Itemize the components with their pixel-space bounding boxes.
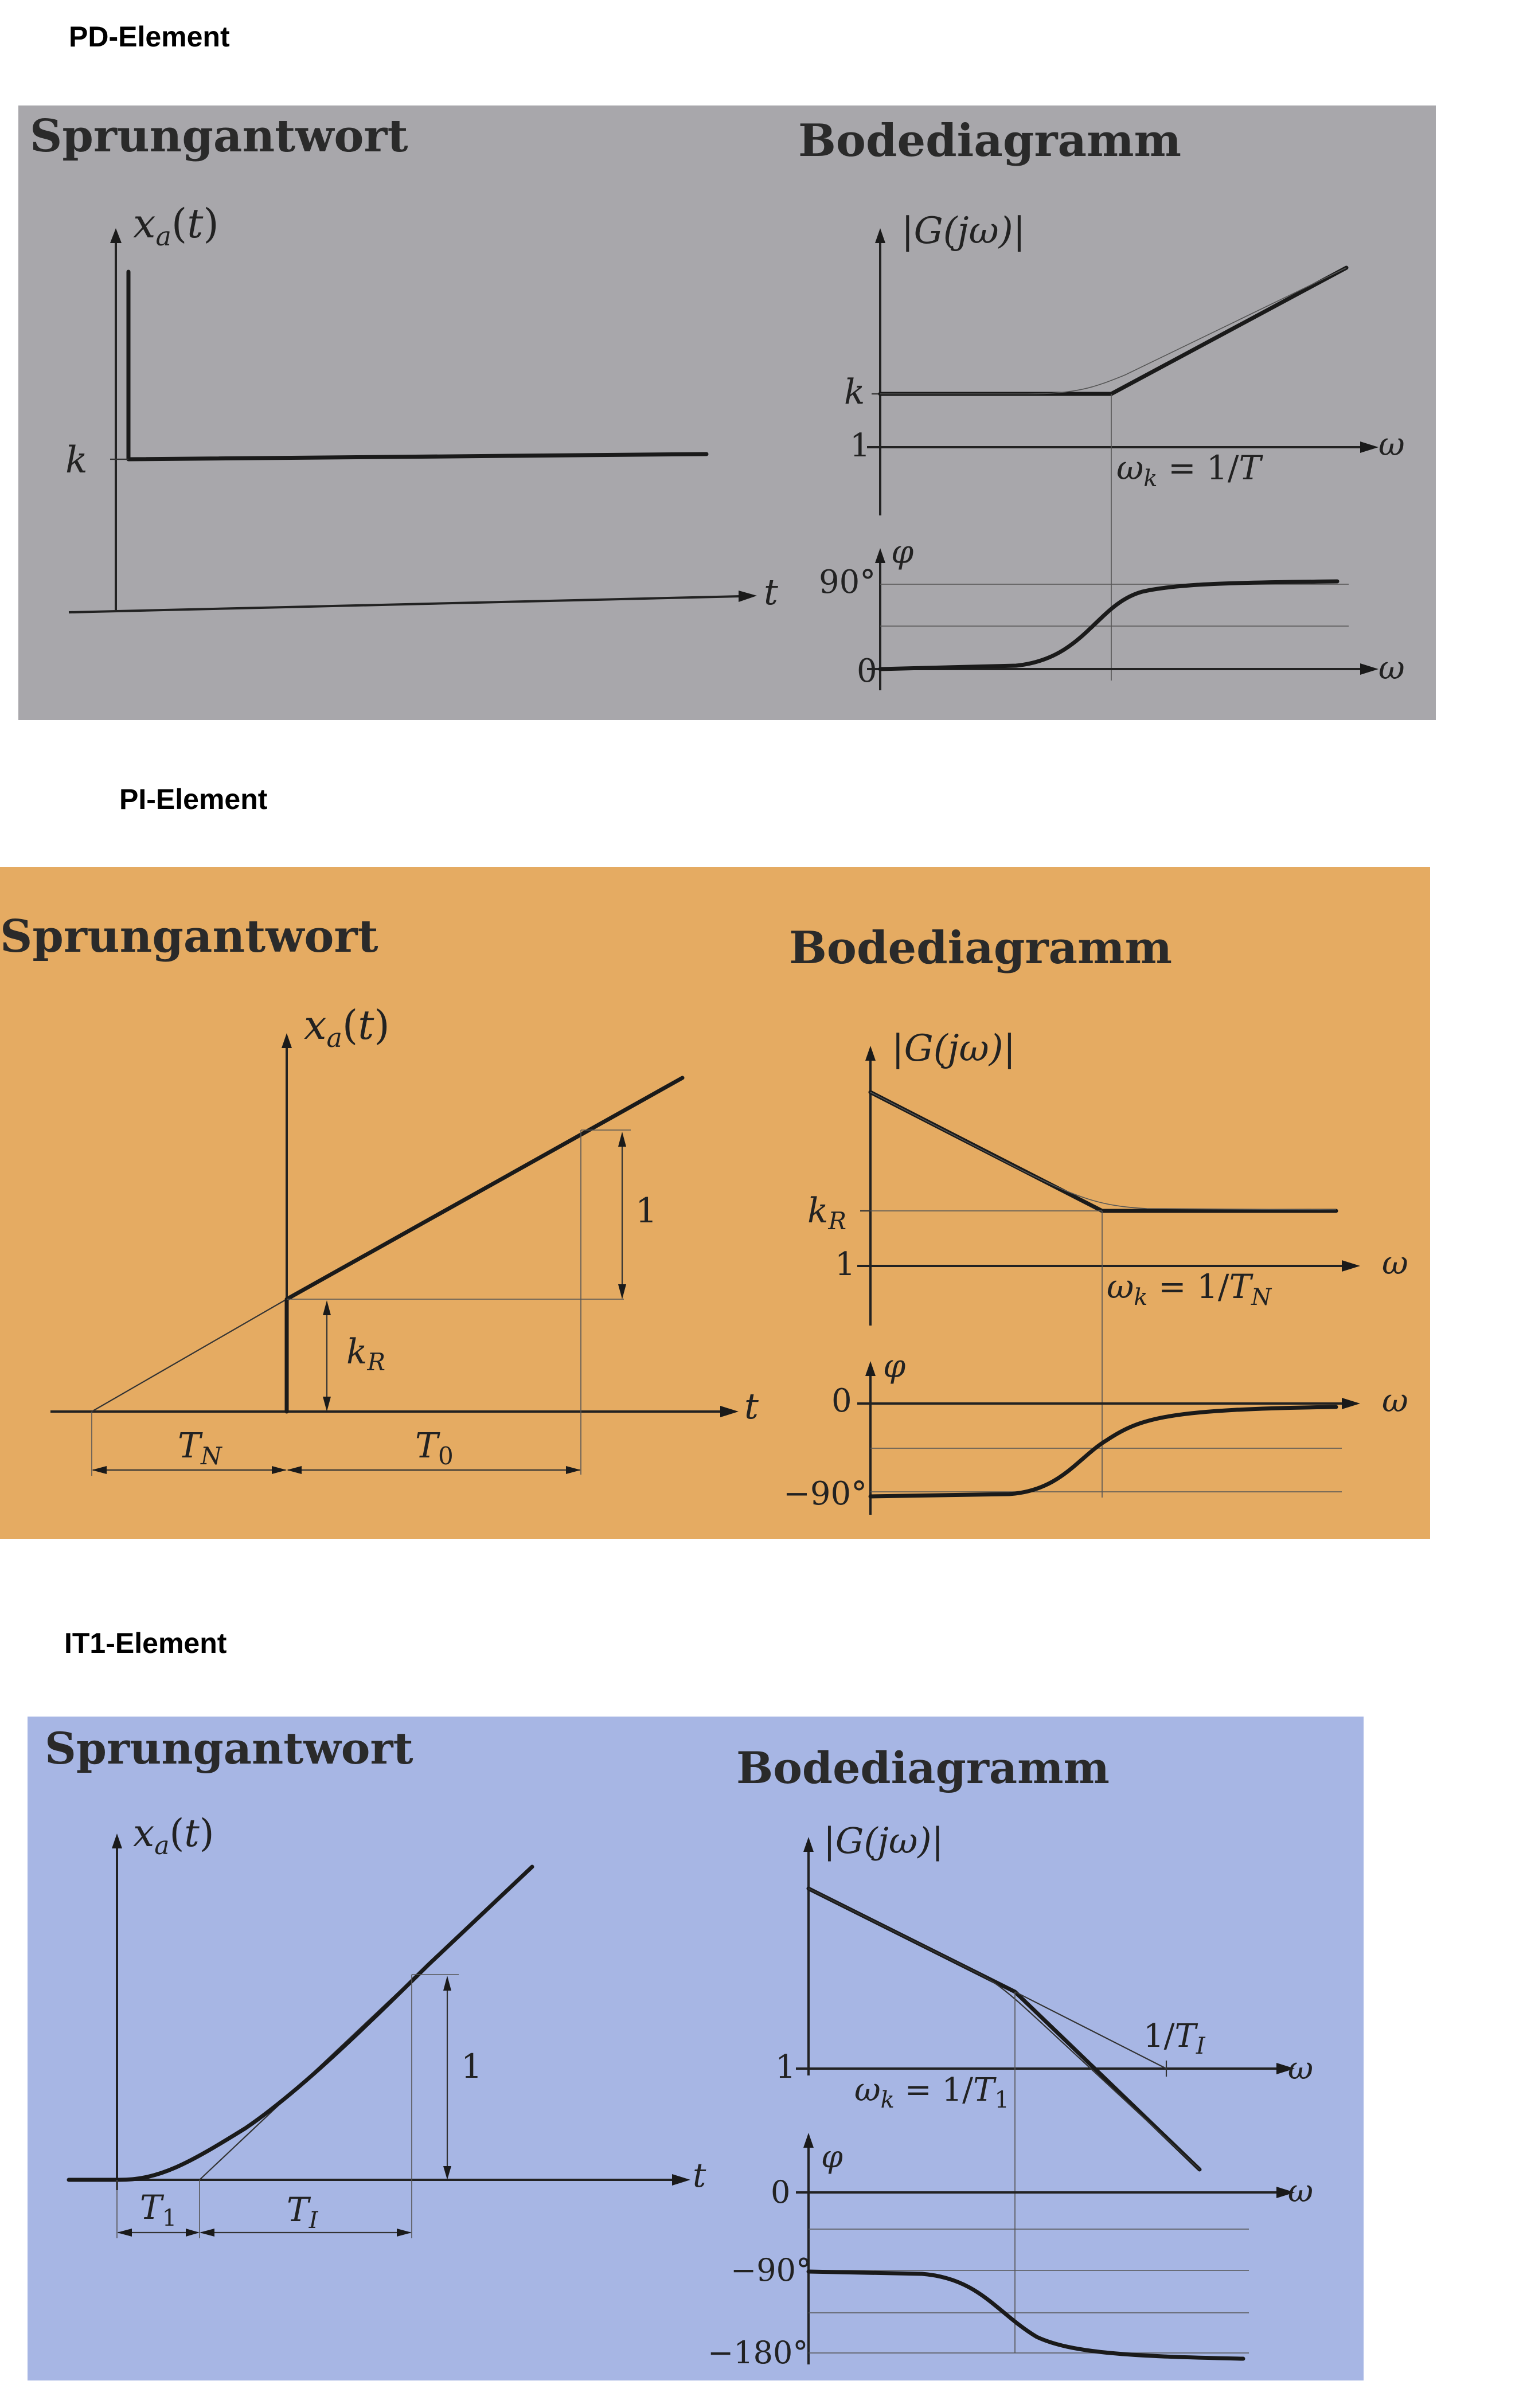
pi-heading: PI-Element xyxy=(119,783,268,815)
pi-step-t-label: t xyxy=(744,1385,759,1427)
it1-step-ti-dim-arrow-right xyxy=(397,2229,412,2237)
pi-step-t0-dim-arrow-left xyxy=(287,1466,302,1474)
pd-step-title: Sprungantwort xyxy=(30,110,408,162)
pd-bode-magnitude xyxy=(844,210,1405,681)
pi-mag-exact-curve xyxy=(870,1092,1336,1210)
pi-phase-axis-arrow xyxy=(865,1361,876,1376)
it1-step-t1-dim-arrow-left xyxy=(117,2229,132,2237)
it1-mag-axis-arrow xyxy=(803,1837,814,1852)
pi-step-kr-dim-arrow-down xyxy=(323,1397,331,1412)
pd-mag-omega-arrow xyxy=(1360,441,1378,453)
it1-omega-k-label: $\omega_k = 1/T_1$ xyxy=(854,2071,1009,2113)
pd-step-y-label: $x_a(t)$ xyxy=(133,200,219,252)
it1-step-one-dim-arrow-down xyxy=(443,2166,451,2180)
pd-mag-one-label: 1 xyxy=(850,427,870,464)
it1-step-t1-label: $T_1$ xyxy=(140,2188,177,2231)
it1-bode-title: Bodediagramm xyxy=(736,1742,1110,1793)
pi-mag-axis-arrow xyxy=(865,1046,876,1061)
it1-panel xyxy=(28,1717,1364,2380)
pi-mag-omega-label: ω xyxy=(1382,1245,1408,1282)
pi-phase-high-label: 0 xyxy=(831,1382,852,1420)
it1-step-t-label: t xyxy=(693,2156,706,2195)
pi-bode-phase xyxy=(783,1348,1408,1515)
pi-step-kr-dim-arrow-up xyxy=(323,1300,331,1315)
pd-heading: PD-Element xyxy=(69,21,230,53)
pi-bode-magnitude xyxy=(807,1027,1408,1498)
pi-phase-curve xyxy=(870,1407,1336,1496)
pd-step-t-arrow xyxy=(739,591,757,602)
pi-mag-axis-label: |G(jω)| xyxy=(892,1027,1016,1070)
pi-phase-axis-label: φ xyxy=(883,1348,906,1385)
it1-step-t-arrow xyxy=(672,2174,690,2186)
pd-phase-low-label: 0 xyxy=(857,652,877,690)
pi-figure xyxy=(0,867,1430,1539)
pd-phase-omega-label: ω xyxy=(1378,650,1405,687)
pi-step-kr-label: $k_R$ xyxy=(346,1332,385,1376)
pd-mag-asymptote xyxy=(880,268,1346,394)
pd-mag-omega-label: ω xyxy=(1378,426,1405,463)
it1-step-y-arrow xyxy=(112,1834,122,1848)
pi-step-tn-label: $T_N$ xyxy=(178,1426,222,1470)
pd-step-k-label: k xyxy=(65,439,88,482)
it1-bode-phase xyxy=(708,2133,1313,2371)
it1-phase-180-label: −180° xyxy=(708,2335,809,2371)
pd-mag-axis-arrow xyxy=(875,228,885,243)
pi-step-tn-dim-arrow-left xyxy=(92,1466,107,1474)
pi-step-t0-label: $T_0$ xyxy=(415,1426,454,1470)
pd-step-response xyxy=(65,200,778,613)
pi-step-one-dim-arrow-up xyxy=(618,1132,626,1147)
pd-phase-omega-arrow xyxy=(1360,663,1378,675)
it1-step-y-label: $x_a(t)$ xyxy=(133,1811,214,1860)
pd-phase-axis-arrow xyxy=(875,548,885,563)
it1-step-ti-dim-arrow-left xyxy=(200,2229,214,2237)
pd-step-t-label: t xyxy=(764,571,778,613)
pi-phase-omega-label: ω xyxy=(1382,1382,1408,1420)
pi-step-title: Sprungantwort xyxy=(0,910,378,963)
pd-mag-exact-curve xyxy=(880,268,1346,394)
pd-bode-title: Bodediagramm xyxy=(798,115,1182,167)
pd-figure xyxy=(18,105,1436,720)
pi-step-response xyxy=(50,1002,759,1476)
it1-mag-omega-label: ω xyxy=(1288,2050,1314,2086)
it1-figure xyxy=(28,1717,1364,2380)
pi-mag-kr-label: $k_R$ xyxy=(807,1191,846,1235)
it1-phase-0-label: 0 xyxy=(771,2174,791,2210)
it1-phase-curve xyxy=(809,2272,1243,2359)
it1-step-one-label: 1 xyxy=(461,2047,482,2086)
it1-phase-axis-label: φ xyxy=(821,2139,843,2175)
pi-phase-low-label: −90° xyxy=(783,1475,868,1512)
pi-step-tn-dim-arrow-right xyxy=(272,1466,287,1474)
pd-omega-k-label: $\omega_k = 1/T$ xyxy=(1116,448,1262,492)
it1-step-curve xyxy=(69,1867,532,2180)
it1-step-response xyxy=(69,1811,706,2238)
pd-phase-high-label: 90° xyxy=(819,564,876,601)
it1-mag-axis-label: |G(jω)| xyxy=(823,1820,944,1862)
pi-step-y-arrow xyxy=(282,1033,292,1048)
it1-phase-90-label: −90° xyxy=(731,2252,811,2288)
pi-step-t-arrow xyxy=(720,1406,739,1417)
pd-phase-curve xyxy=(880,581,1337,669)
pi-bode-title: Bodediagramm xyxy=(789,922,1173,974)
it1-heading: IT1-Element xyxy=(64,1627,227,1659)
it1-mag-one-label: 1 xyxy=(775,2049,796,2086)
pd-bode-phase xyxy=(819,534,1405,690)
it1-step-t1-dim-arrow-right xyxy=(186,2229,200,2237)
it1-step-ti-label: $T_I$ xyxy=(287,2190,318,2234)
pi-step-one-dim-arrow-down xyxy=(618,1284,626,1299)
pi-mag-asymptote xyxy=(870,1092,1336,1211)
it1-phase-omega-label: ω xyxy=(1288,2173,1314,2209)
it1-phase-axis-arrow xyxy=(803,2133,814,2148)
pi-step-y-label: $x_a(t)$ xyxy=(304,1002,390,1053)
it1-step-one-dim-arrow-up xyxy=(443,1976,451,1991)
pi-mag-one-label: 1 xyxy=(835,1246,856,1283)
pi-phase-omega-arrow xyxy=(1342,1398,1360,1409)
pi-step-one-label: 1 xyxy=(635,1191,658,1231)
pi-omega-k-label: $\omega_k = 1/T_N$ xyxy=(1107,1267,1272,1311)
pi-mag-omega-arrow xyxy=(1342,1260,1360,1272)
pd-step-curve xyxy=(128,272,706,459)
it1-mag-ti-label: $1/T_I$ xyxy=(1143,2018,1205,2059)
it1-step-title: Sprungantwort xyxy=(45,1723,413,1774)
pd-mag-k-label: k xyxy=(844,372,865,412)
pd-phase-axis-label: φ xyxy=(891,534,914,571)
pd-mag-axis-label: |G(jω)| xyxy=(901,210,1026,252)
it1-mag-asymptote xyxy=(809,1889,1200,2169)
pi-panel xyxy=(0,867,1430,1539)
pd-panel xyxy=(18,105,1436,720)
pi-step-extrapolation xyxy=(92,1299,287,1412)
it1-mag-exact-curve xyxy=(809,1889,1200,2169)
pd-step-t-axis xyxy=(69,596,741,612)
pi-step-t0-dim-arrow-right xyxy=(566,1466,581,1474)
pd-step-y-arrow xyxy=(110,228,122,243)
